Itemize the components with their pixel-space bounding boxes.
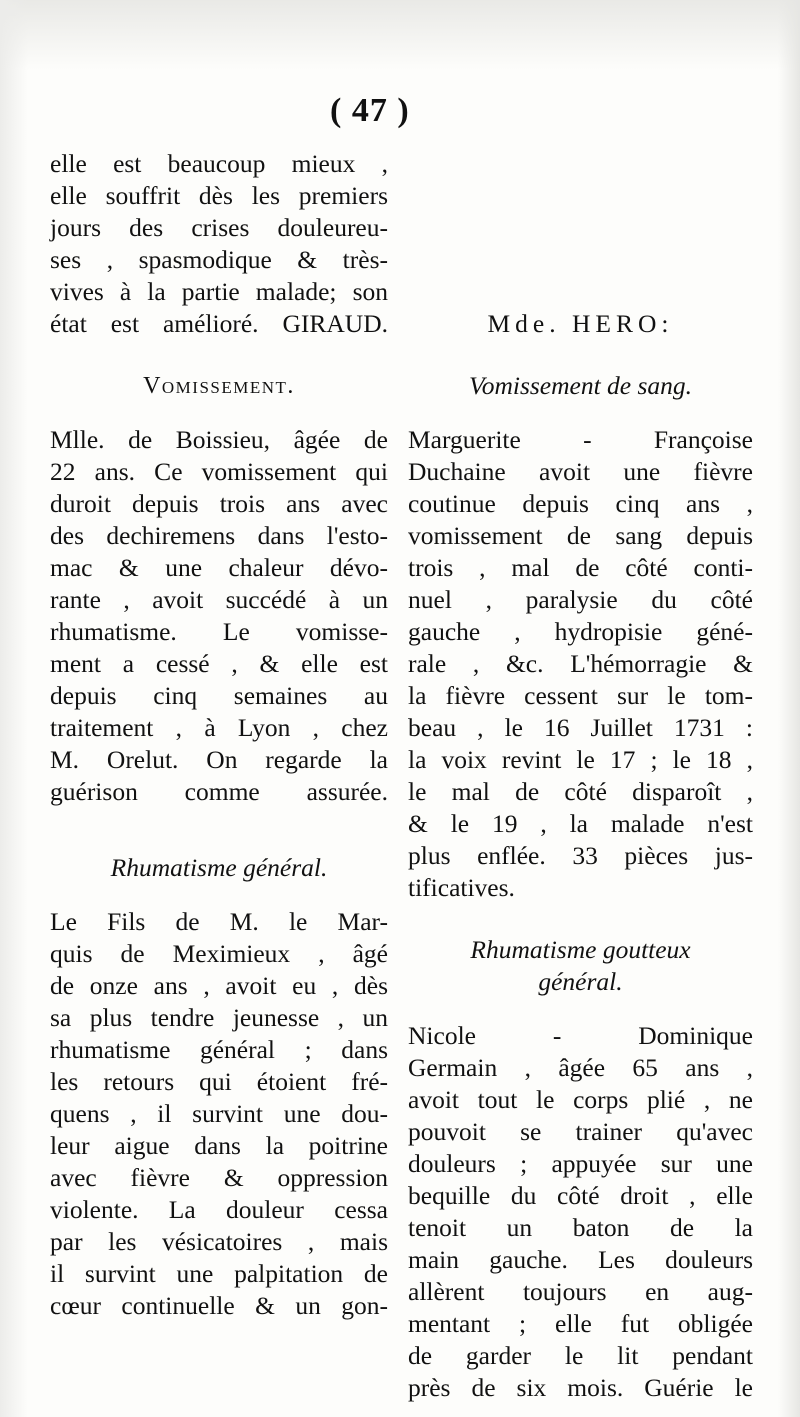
text-line: quis de Meximieux , âgé <box>50 939 388 968</box>
text-line: état est amélioré. GIRAUD. <box>50 309 388 338</box>
text-line: 22 ans. Ce vomissement qui <box>50 457 388 486</box>
text-line: guérison comme assurée. <box>50 777 388 806</box>
text-line: Germain , âgée 65 ans , <box>408 1053 753 1082</box>
text-line: plus enflée. 33 pièces jus- <box>408 841 753 870</box>
text-line: main gauche. Les douleurs <box>408 1245 753 1274</box>
text-line: rante , avoit succédé à un <box>50 585 388 614</box>
text-line: Mlle. de Boissieu, âgée de <box>50 425 388 454</box>
text-line: de onze ans , avoit eu , dès <box>50 971 388 1000</box>
text-line: Le Fils de M. le Mar- <box>50 907 388 936</box>
section-heading-rhumatisme-goutteux-2: général. <box>538 967 623 996</box>
text-line: la voix revint le 17 ; le 18 , <box>408 745 753 774</box>
text-line: Marguerite - Françoise <box>408 425 753 454</box>
right-column <box>408 148 753 1404</box>
text-line: près de six mois. Guérie le <box>408 1373 753 1402</box>
text-line: vomissement de sang depuis <box>408 521 753 550</box>
text-line: avoit tout le corps plié , ne <box>408 1085 753 1114</box>
text-line: de garder le lit pendant <box>408 1341 753 1370</box>
text-line: M. Orelut. On regarde la <box>50 745 388 774</box>
text-line: allèrent toujours en aug- <box>408 1277 753 1306</box>
text-line: il survint une palpitation de <box>50 1259 388 1288</box>
section-heading-hero: Mde. HERO: <box>487 309 674 338</box>
paper-shading-right <box>778 0 800 1417</box>
text-line: la fièvre cessent sur le tom- <box>408 681 753 710</box>
text-line: tenoit un baton de la <box>408 1213 753 1242</box>
text-line: elle souffrit dès les premiers <box>50 181 388 210</box>
section-heading-vomissement-de-sang: Vomissement de sang. <box>468 371 693 400</box>
text-line: des dechiremens dans l'esto- <box>50 521 388 550</box>
text-line: coutinue depuis cinq ans , <box>408 489 753 518</box>
text-line: tificatives. <box>408 873 515 902</box>
text-line: traitement , à Lyon , chez <box>50 713 388 742</box>
text-line: nuel , paralysie du côté <box>408 585 753 614</box>
left-column <box>50 148 388 1322</box>
text-line: pouvoit se trainer qu'avec <box>408 1117 753 1146</box>
section-heading-rhumatisme-goutteux: Rhumatisme goutteux <box>470 935 691 964</box>
text-line: jours des crises douleureu- <box>50 213 388 242</box>
text-line: les retours qui étoient fré- <box>50 1067 388 1096</box>
text-line: leur aigue dans la poitrine <box>50 1131 388 1160</box>
text-line: gauche , hydropisie géné- <box>408 617 753 646</box>
text-line: quens , il survint une dou- <box>50 1099 388 1128</box>
text-line: ses , spasmodique & très- <box>50 245 388 274</box>
text-line: le mal de côté disparoît , <box>408 777 753 806</box>
text-line: ment a cessé , & elle est <box>50 649 388 678</box>
text-line: duroit depuis trois ans avec <box>50 489 388 518</box>
text-line: & le 19 , la malade n'est <box>408 809 753 838</box>
text-line: mac & une chaleur dévo- <box>50 553 388 582</box>
text-line: bequille du côté droit , elle <box>408 1181 753 1210</box>
text-line: elle est beaucoup mieux , <box>50 149 388 178</box>
text-line: sa plus tendre jeunesse , un <box>50 1003 388 1032</box>
text-line: violente. La douleur cessa <box>50 1195 388 1224</box>
page-number: ( 47 ) <box>330 92 410 129</box>
text-line: douleurs ; appuyée sur une <box>408 1149 753 1178</box>
paper-shading-top <box>0 0 800 70</box>
section-heading-rhumatisme: Rhumatisme général. <box>110 853 328 882</box>
text-line: Duchaine avoit une fièvre <box>408 457 753 486</box>
text-line: par les vésicatoires , mais <box>50 1227 388 1256</box>
text-line: depuis cinq semaines au <box>50 681 388 710</box>
text-line: cœur continuelle & un gon- <box>50 1291 388 1320</box>
text-line: rale , &c. L'hémorragie & <box>408 649 753 678</box>
text-line: beau , le 16 Juillet 1731 : <box>408 713 753 742</box>
text-line: rhumatisme général ; dans <box>50 1035 388 1064</box>
text-line: trois , mal de côté conti- <box>408 553 753 582</box>
text-line: mentant ; elle fut obligée <box>408 1309 753 1338</box>
text-line: vives à la partie malade; son <box>50 277 388 306</box>
text-line: Nicole - Dominique <box>408 1021 753 1050</box>
section-heading-vomissement: Vomissement. <box>143 373 295 399</box>
text-line: rhumatisme. Le vomisse- <box>50 617 388 646</box>
text-line: avec fièvre & oppression <box>50 1163 388 1192</box>
paper-shading-left <box>0 0 28 1417</box>
